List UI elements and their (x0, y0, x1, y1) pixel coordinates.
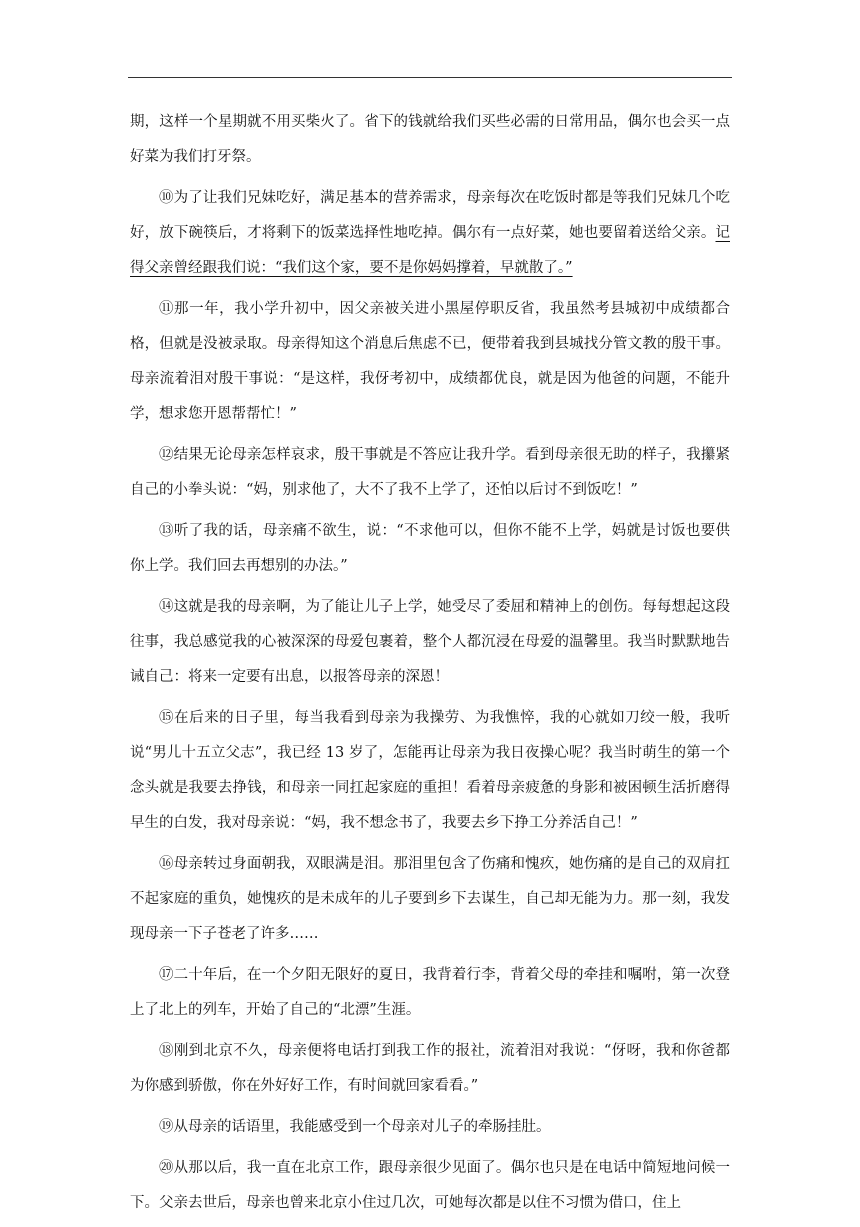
paragraph-19: ⑲从母亲的话语里，我能感受到一个母亲对儿子的牵肠挂肚。 (159, 1119, 551, 1135)
paragraph-18: ⑱刚到北京不久，母亲便将电话打到我工作的报社，流着泪对我说：“伢呀，我和你爸都为你感到骄傲，你在外好好工作，有时间就回家看看。” (130, 1043, 730, 1094)
paragraph-continued: 期，这样一个星期就不用买柴火了。省下的钱就给我们买些必需的日常用品，偶尔也会买一点好菜为我们打牙祭。 (130, 114, 730, 165)
article-body (130, 105, 730, 1227)
paragraph-12: ⑫结果无论母亲怎样哀求，殷干事就是不答应让我升学。看到母亲很无助的样子，我攥紧自己的小拳头说：“妈，别求他了，大不了我不上学了，还怕以后讨不到饭吃！” (130, 447, 730, 498)
paragraph-16: ⑯母亲转过身面朝我，双眼满是泪。那泪里包含了伤痛和愧疚，她伤痛的是自己的双肩扛不起家庭的重负，她愧疚的是未成年的儿子要到乡下去谋生，自己却无能为力。那一刻，我发现母亲一下子苍老了许多…… (130, 856, 730, 942)
paragraph-11: ⑪那一年，我小学升初中，因父亲被关进小黑屋停职反省，我虽然考县城初中成绩都合格，但就是没被录取。母亲得知这个消息后焦虑不已，便带着我到县城找分管文教的殷干事。母亲流着泪对殷干事说：“是这样，我伢考初中，成绩都优良，就是因为他爸的问题，不能升学，想求您开恩帮帮忙！” (130, 301, 730, 422)
paragraph-17: ⑰二十年后，在一个夕阳无限好的夏日，我背着行李，背着父母的牵挂和嘱咐，第一次登上了北上的列车，开始了自己的“北漂”生涯。 (130, 967, 730, 1018)
paragraph-20: ⑳从那以后，我一直在北京工作，跟母亲很少见面了。偶尔也只是在电话中简短地问候一下。父亲去世后，母亲也曾来北京小住过几次，可她每次都是以住不习惯为借口，住上 (130, 1160, 730, 1211)
header-rule (128, 77, 732, 78)
paragraph-14: ⑭这就是我的母亲啊，为了能让儿子上学，她受尽了委屈和精神上的创伤。每每想起这段往事，我总感觉我的心被深深的母爱包裹着，整个人都沉浸在母爱的温馨里。我当时默默地告诫自己：将来一定要有出息，以报答母亲的深恩！ (130, 599, 730, 685)
underlined-quote: 记得父亲曾经跟我们说：“我们这个家，要不是你妈妈撑着，早就散了。” (130, 225, 730, 276)
paragraph-10-text: ⑩为了让我们兄妹吃好，满足基本的营养需求，母亲每次在吃饭时都是等我们兄妹几个吃好，放下碗筷后，才将剩下的饭菜选择性地吃掉。偶尔有一点好菜，她也要留着送给父亲。 (130, 190, 730, 241)
paragraph-15: ⑮在后来的日子里，每当我看到母亲为我操劳、为我憔悴，我的心就如刀绞一般，我听说“男儿十五立父志”，我已经 13 岁了，怎能再让母亲为我日夜操心呢？我当时萌生的第一个念头就是我要去挣钱，和母亲一同扛起家庭的重担！看着母亲疲惫的身影和被困顿生活折磨得早生的白发，我对母亲说：“妈，我不想念书了，我要去乡下挣工分养活自己！” (130, 710, 730, 831)
paragraph-10 (130, 181, 730, 286)
paragraph-13: ⑬听了我的话，母亲痛不欲生，说：“不求他可以，但你不能不上学，妈就是讨饭也要供你上学。我们回去再想别的办法。” (130, 523, 730, 574)
